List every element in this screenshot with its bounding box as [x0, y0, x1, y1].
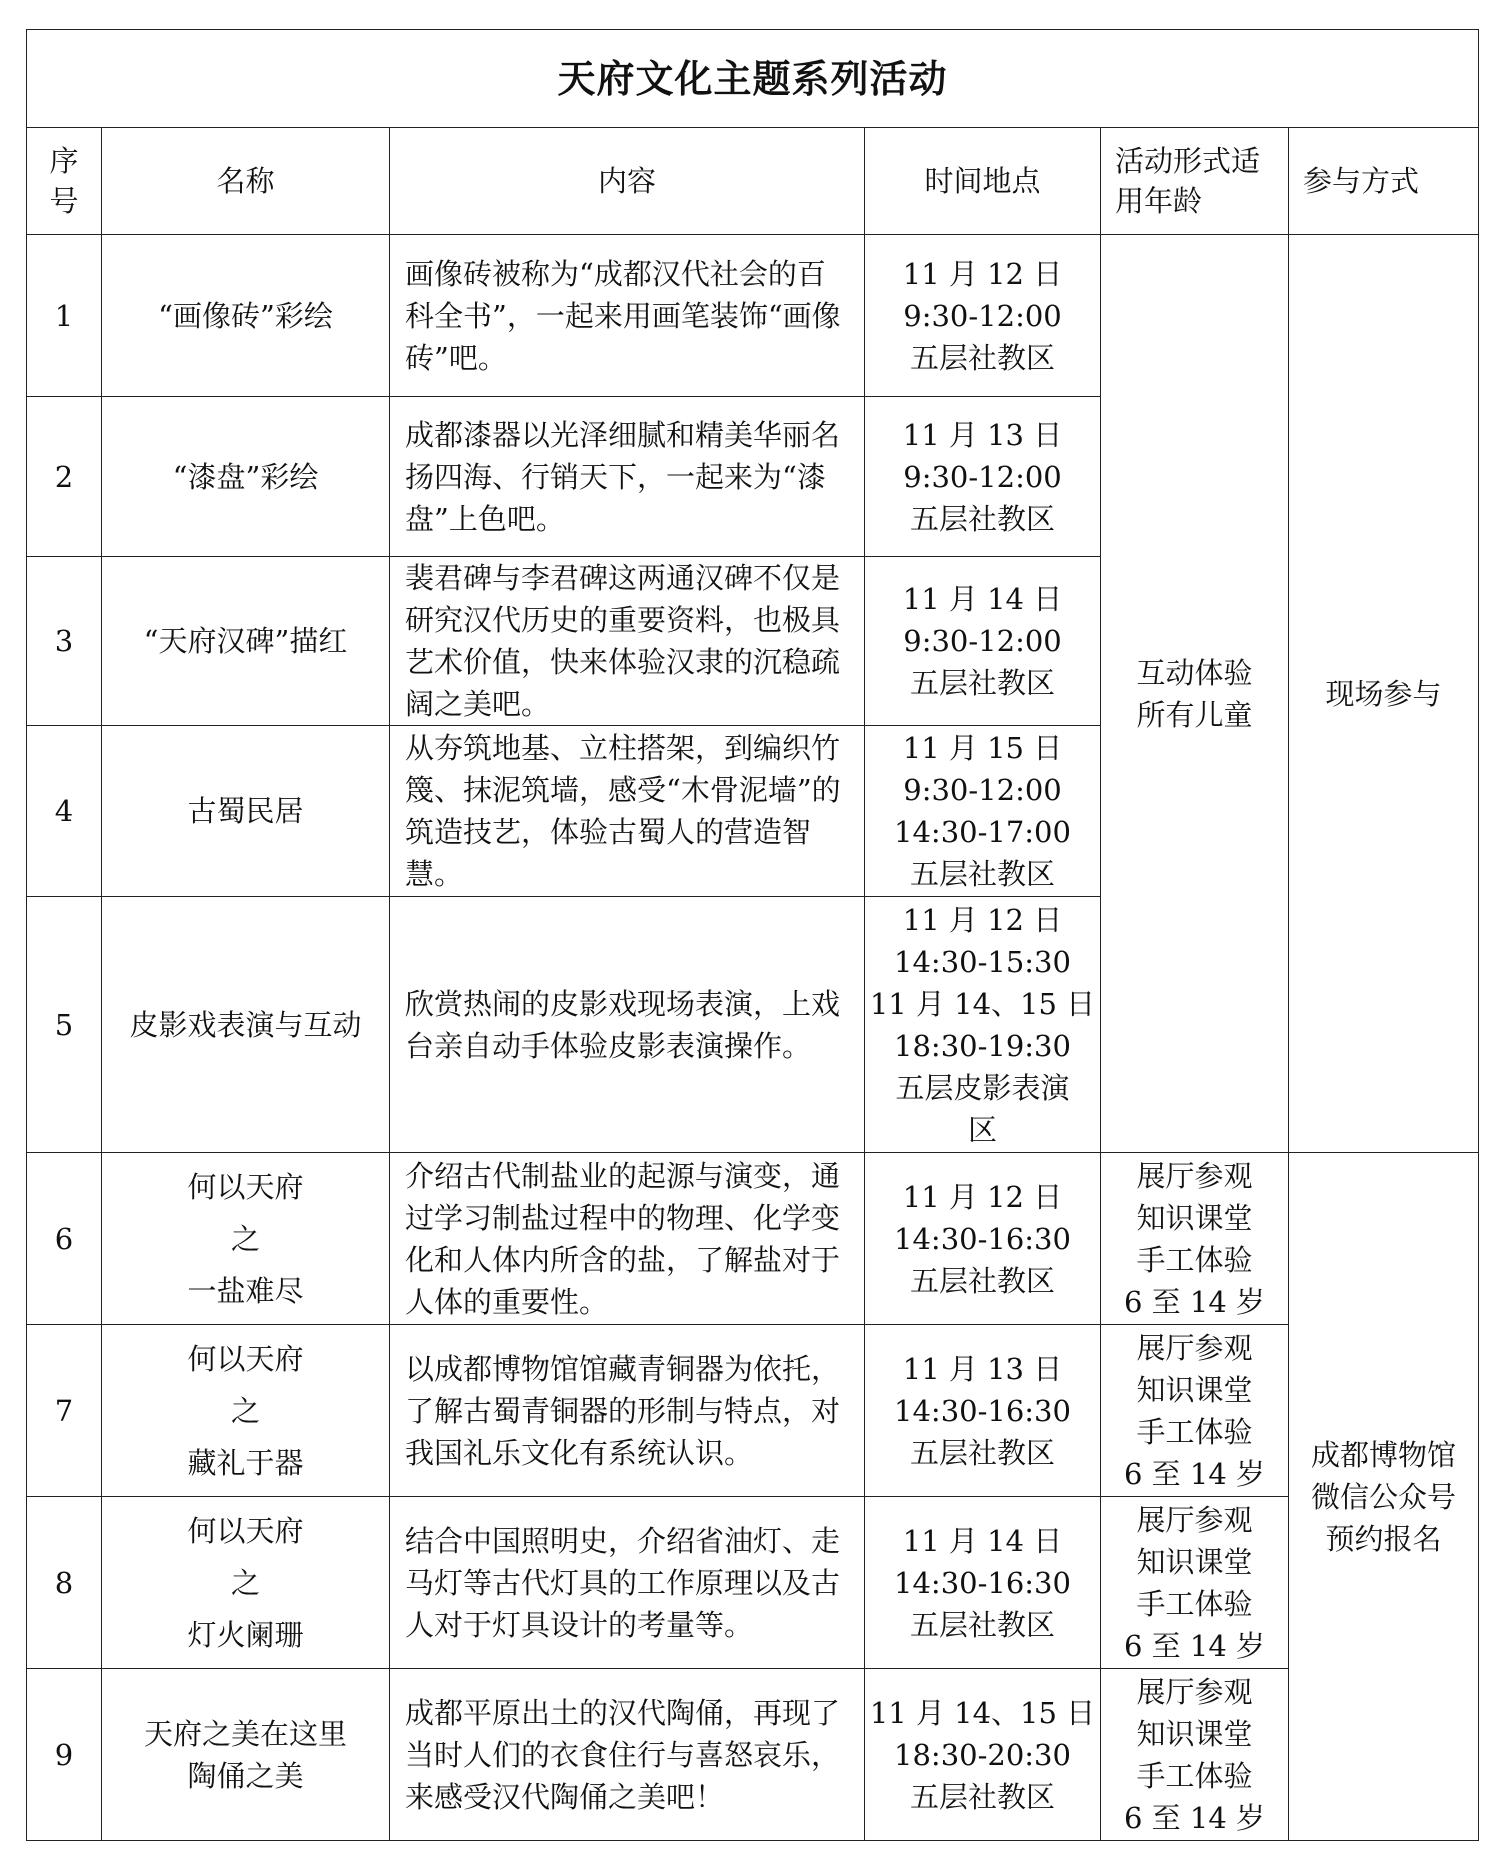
row-time-place — [865, 897, 1101, 1153]
row-name — [102, 1325, 390, 1497]
row-content: 以成都博物馆馆藏青铜器为依托，了解古蜀青铜器的形制与特点，对我国礼乐文化有系统认识。 — [390, 1325, 865, 1497]
join-line: 成都博物馆 — [1311, 1437, 1457, 1472]
time-line: 11 月 12 日 — [902, 902, 1063, 937]
group1-join: 现场参与 — [1289, 235, 1479, 1153]
time-line: 14:30-16:30 — [894, 1565, 1071, 1600]
form-line: 手工体验 — [1136, 1758, 1253, 1793]
name-line: 何以天府 — [187, 1341, 304, 1376]
row-content: 结合中国照明史，介绍省油灯、走马灯等古代灯具的工作原理以及古人对于灯具设计的考量等。 — [390, 1497, 865, 1669]
row-time-place — [865, 397, 1101, 557]
time-line: 9:30-12:00 — [903, 624, 1062, 658]
row-time-place — [865, 1669, 1101, 1841]
form-line: 展厅参观 — [1136, 1330, 1253, 1365]
row-content: 介绍古代制盐业的起源与演变，通过学习制盐过程中的物理、化学变化和人体内所含的盐，了解盐对于人体的重要性。 — [390, 1153, 865, 1325]
time-line: 五层皮影表演 — [895, 1070, 1070, 1105]
time-line: 14:30-16:30 — [894, 1221, 1071, 1256]
name-line: 天府之美在这里 — [143, 1716, 347, 1751]
header-join: 参与方式 — [1289, 128, 1479, 235]
row-time-place — [865, 1153, 1101, 1325]
form-line: 6 至 14 岁 — [1123, 1456, 1265, 1491]
row-content: 成都漆器以光泽细腻和精美华丽名扬四海、行销天下，一起来为“漆盘”上色吧。 — [390, 397, 865, 557]
row-time-place — [865, 1497, 1101, 1669]
table-row — [27, 1497, 1479, 1669]
row-seq: 9 — [27, 1669, 102, 1841]
form-line: 知识课堂 — [1136, 1372, 1253, 1407]
row-form-age — [1101, 1497, 1289, 1669]
time-line: 11 月 13 日 — [902, 1351, 1063, 1386]
time-line: 五层社教区 — [909, 501, 1055, 536]
header-name: 名称 — [102, 128, 390, 235]
row-name — [102, 1497, 390, 1669]
row-seq: 8 — [27, 1497, 102, 1669]
form-line: 6 至 14 岁 — [1123, 1800, 1265, 1835]
form-line: 知识课堂 — [1136, 1200, 1253, 1235]
time-line: 区 — [967, 1112, 997, 1147]
form-line: 展厅参观 — [1136, 1674, 1253, 1709]
row-name — [102, 1669, 390, 1841]
header-seq-line2: 号 — [49, 184, 79, 218]
form-line: 知识课堂 — [1136, 1544, 1253, 1579]
time-line: 五层社教区 — [909, 666, 1055, 700]
name-line: 之 — [230, 1221, 260, 1256]
form-line: 手工体验 — [1136, 1242, 1253, 1277]
row-seq: 2 — [27, 397, 102, 557]
activity-table — [26, 29, 1479, 1841]
row-time-place — [865, 1325, 1101, 1497]
table-row — [27, 1325, 1479, 1497]
time-line: 五层社教区 — [909, 1263, 1055, 1298]
header-seq-line1: 序 — [49, 144, 79, 178]
name-line: 灯火阑珊 — [187, 1617, 304, 1652]
header-form-age — [1101, 128, 1289, 235]
row-time-place — [865, 726, 1101, 897]
time-line: 11 月 14 日 — [902, 582, 1063, 616]
row-name: 古蜀民居 — [102, 726, 390, 897]
row-seq: 6 — [27, 1153, 102, 1325]
name-line: 一盐难尽 — [187, 1273, 304, 1308]
row-time-place — [865, 557, 1101, 726]
form-line: 互动体验 — [1136, 655, 1253, 690]
row-seq: 5 — [27, 897, 102, 1153]
header-seq — [27, 128, 102, 235]
time-line: 五层社教区 — [909, 340, 1055, 375]
table-row — [27, 235, 1479, 397]
name-line: 藏礼于器 — [187, 1445, 304, 1480]
name-line: 之 — [230, 1565, 260, 1600]
row-content: 欣赏热闹的皮影戏现场表演，上戏台亲自动手体验皮影表演操作。 — [390, 897, 865, 1153]
form-line: 6 至 14 岁 — [1123, 1284, 1265, 1319]
group2-join — [1289, 1153, 1479, 1841]
row-name — [102, 1153, 390, 1325]
time-line: 18:30-19:30 — [894, 1028, 1071, 1063]
time-line: 五层社教区 — [909, 1607, 1055, 1642]
header-time-place: 时间地点 — [865, 128, 1101, 235]
form-line: 手工体验 — [1136, 1586, 1253, 1621]
row-seq: 4 — [27, 726, 102, 897]
table-row — [27, 1153, 1479, 1325]
row-seq: 1 — [27, 235, 102, 397]
time-line: 14:30-15:30 — [894, 944, 1071, 979]
row-seq: 7 — [27, 1325, 102, 1497]
header-content: 内容 — [390, 128, 865, 235]
form-line: 知识课堂 — [1136, 1716, 1253, 1751]
row-content: 成都平原出土的汉代陶俑，再现了当时人们的衣食住行与喜怒哀乐，来感受汉代陶俑之美吧！ — [390, 1669, 865, 1841]
row-name: “漆盘”彩绘 — [102, 397, 390, 557]
time-line: 11 月 12 日 — [902, 256, 1063, 291]
row-name: “天府汉碑”描红 — [102, 557, 390, 726]
header-row — [27, 128, 1479, 235]
row-name: “画像砖”彩绘 — [102, 235, 390, 397]
time-line: 11 月 12 日 — [902, 1179, 1063, 1214]
time-line: 14:30-17:00 — [894, 815, 1071, 849]
group1-form-age — [1101, 235, 1289, 1153]
row-content: 画像砖被称为“成都汉代社会的百科全书”，一起来用画笔装饰“画像砖”吧。 — [390, 235, 865, 397]
time-line: 9:30-12:00 — [903, 773, 1062, 807]
time-line: 11 月 13 日 — [902, 417, 1063, 452]
row-name: 皮影戏表演与互动 — [102, 897, 390, 1153]
page-title: 天府文化主题系列活动 — [27, 30, 1479, 128]
time-line: 18:30-20:30 — [894, 1737, 1071, 1772]
row-form-age — [1101, 1669, 1289, 1841]
time-line: 14:30-16:30 — [894, 1393, 1071, 1428]
name-line: 何以天府 — [187, 1169, 304, 1204]
name-line: 陶俑之美 — [187, 1758, 304, 1793]
time-line: 五层社教区 — [909, 1779, 1055, 1814]
time-line: 五层社教区 — [909, 1435, 1055, 1470]
time-line: 11 月 14 日 — [902, 1523, 1063, 1558]
header-form-line1: 活动形式适 — [1115, 144, 1261, 178]
time-line: 9:30-12:00 — [903, 298, 1062, 333]
activity-document — [26, 29, 1478, 1841]
form-line: 手工体验 — [1136, 1414, 1253, 1449]
join-line: 预约报名 — [1325, 1521, 1442, 1556]
row-content: 从夯筑地基、立柱搭架，到编织竹篾、抹泥筑墙，感受“木骨泥墙”的筑造技艺，体验古蜀人的营造智慧。 — [390, 726, 865, 897]
form-line: 展厅参观 — [1136, 1158, 1253, 1193]
join-line: 微信公众号 — [1311, 1479, 1457, 1514]
row-form-age — [1101, 1153, 1289, 1325]
row-form-age — [1101, 1325, 1289, 1497]
row-content: 裴君碑与李君碑这两通汉碑不仅是研究汉代历史的重要资料，也极具艺术价值，快来体验汉隶的沉稳疏阔之美吧。 — [390, 557, 865, 726]
time-line: 五层社教区 — [909, 857, 1055, 891]
form-line: 6 至 14 岁 — [1123, 1628, 1265, 1663]
row-seq: 3 — [27, 557, 102, 726]
table-row — [27, 1669, 1479, 1841]
header-form-line2: 用年龄 — [1115, 184, 1203, 218]
time-line: 9:30-12:00 — [903, 459, 1062, 494]
form-line: 展厅参观 — [1136, 1502, 1253, 1537]
time-line: 11 月 15 日 — [902, 731, 1063, 765]
form-line: 所有儿童 — [1136, 697, 1253, 732]
time-line: 11 月 14、15 日 — [869, 1695, 1096, 1730]
name-line: 之 — [230, 1393, 260, 1428]
row-time-place — [865, 235, 1101, 397]
time-line: 11 月 14、15 日 — [869, 986, 1096, 1021]
name-line: 何以天府 — [187, 1513, 304, 1548]
